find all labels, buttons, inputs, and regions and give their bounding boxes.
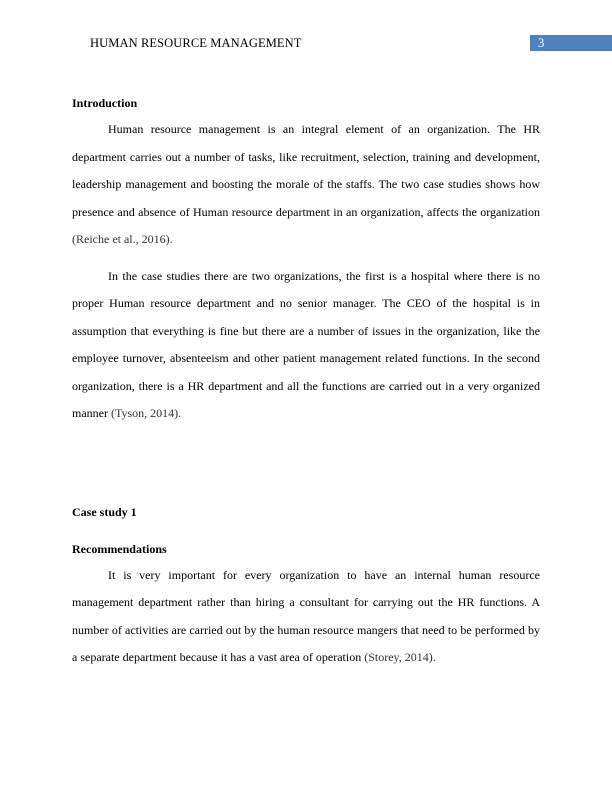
citation-reiche: (Reiche et al., 2016). [72, 232, 173, 246]
running-head-title: HUMAN RESOURCE MANAGEMENT [90, 36, 302, 50]
case-study-1-heading: Case study 1 [72, 504, 137, 519]
document-body [72, 96, 540, 672]
introduction-paragraph-1 [72, 116, 540, 254]
recommendations-paragraph [72, 562, 540, 672]
page-number: 3 [538, 36, 545, 50]
introduction-paragraph-1-text: Human resource management is an integral element of an organization. The HR department carries out a number of tasks, like recruitment, selection, training and development, leadership management and boosting the morale of the staffs. The two case studies shows how presence and absence of Human resource department in an organization, affects the organization [72, 122, 540, 219]
citation-storey: (Storey, 2014). [364, 650, 436, 664]
introduction-heading: Introduction [72, 96, 138, 110]
citation-tyson: (Tyson, 2014). [110, 406, 182, 420]
recommendations-heading: Recommendations [72, 541, 167, 556]
page-number-bar [530, 35, 612, 51]
introduction-paragraph-2-text: In the case studies there are two organizations, the first is a hospital where there is no proper Human resource department and no senior manager. The CEO of the hospital is in assumption that everything is fine but there are a number of issues in the organization, like the employee turnover, absenteeism and other patient management related functions. In the second organization, there is a HR department and all the functions are carried out in a very organized manner [72, 268, 540, 420]
introduction-paragraph-2 [72, 263, 540, 428]
recommendations-paragraph-text: It is very important for every organization to have an internal human resource management department rather than hiring a consultant for carrying out the HR functions. A number of activities are carried out by the human resource mangers that need to be performed by a separate department because it has a vast area of operation [72, 567, 540, 664]
